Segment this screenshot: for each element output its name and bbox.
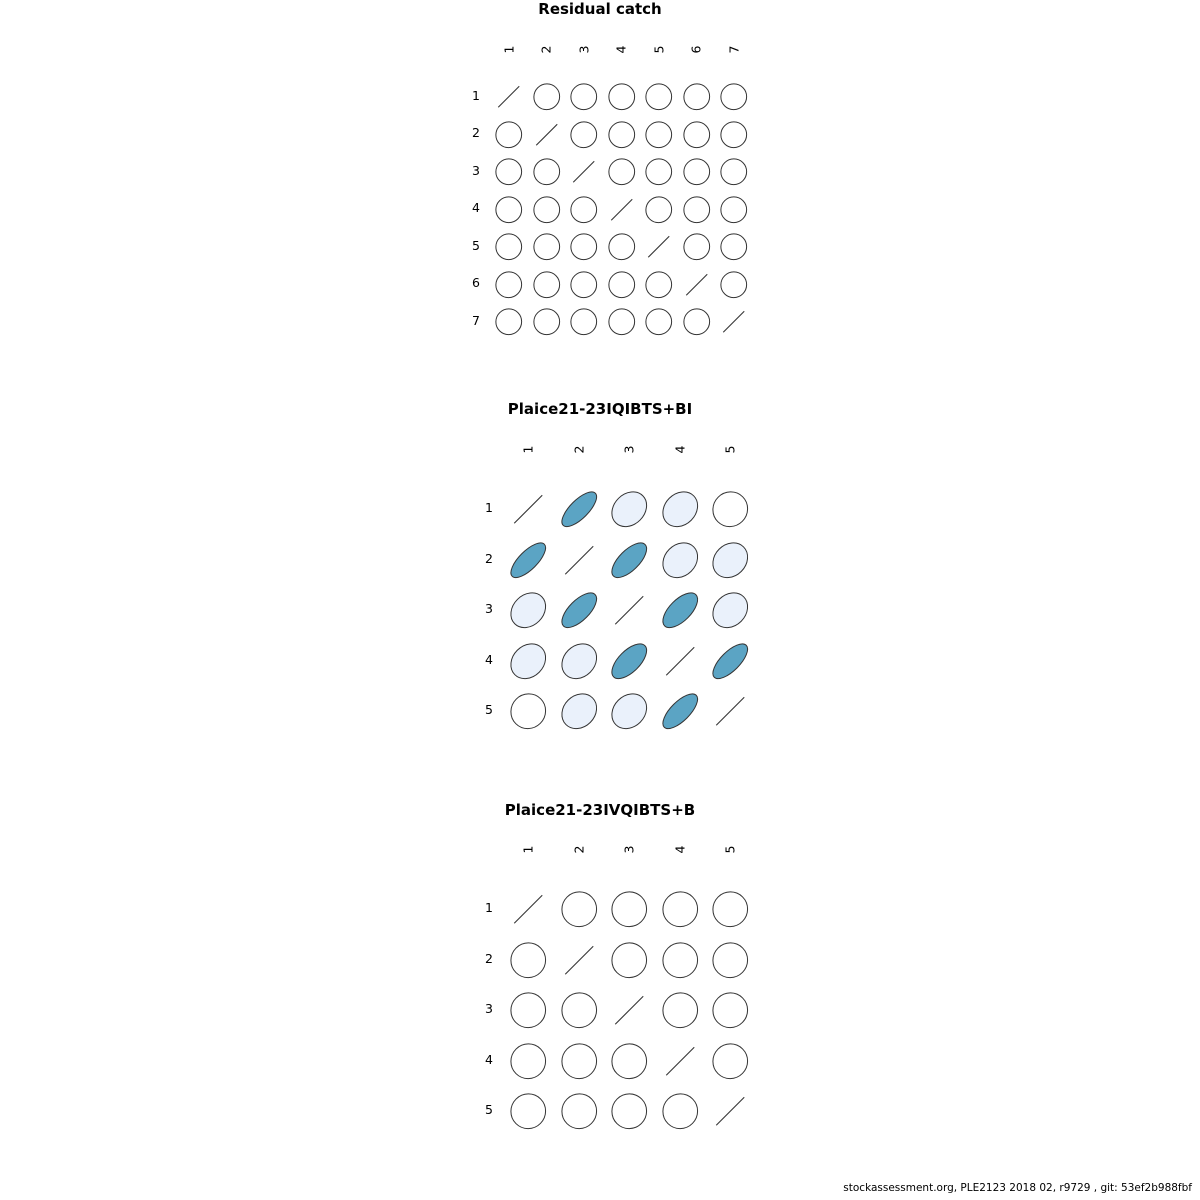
matrix-cell (678, 78, 716, 116)
matrix-cell (705, 535, 756, 586)
matrix-cell (554, 884, 605, 935)
matrix-cell (603, 228, 641, 266)
matrix-cell (490, 228, 528, 266)
matrix-cell (678, 228, 716, 266)
matrix-cell (603, 153, 641, 191)
matrix-cell-diagonal (565, 153, 603, 191)
matrix-cell (715, 153, 753, 191)
matrix-cell (554, 484, 605, 535)
matrix-cell (715, 78, 753, 116)
column-label: 3 (576, 45, 592, 54)
matrix-cell (655, 985, 706, 1036)
panel-plaice-iq (0, 400, 1200, 718)
matrix-cell (490, 303, 528, 341)
matrix-cell (640, 191, 678, 229)
matrix-cell-diagonal (640, 228, 678, 266)
matrix-cell (503, 1086, 554, 1137)
row-label: 1 (485, 500, 493, 516)
matrix-cell (604, 884, 655, 935)
matrix-cell (705, 1036, 756, 1087)
row-label: 7 (472, 312, 480, 328)
row-label: 2 (472, 125, 480, 141)
matrix-cell (603, 116, 641, 154)
column-label: 2 (538, 45, 554, 54)
matrix-cell (604, 636, 655, 687)
matrix-cell (705, 884, 756, 935)
page-title: Residual catch (538, 0, 662, 18)
matrix-cell-diagonal (705, 1086, 756, 1137)
row-label: 4 (485, 651, 493, 667)
column-label: 5 (722, 845, 738, 854)
column-label: 4 (672, 445, 688, 454)
column-label: 4 (613, 45, 629, 54)
row-label: 2 (485, 550, 493, 566)
panel-title-plaice-ivq: Plaice21-23IVQIBTS+B (504, 801, 696, 819)
matrix-cell-diagonal (655, 636, 706, 687)
matrix-cell (604, 484, 655, 535)
column-label: 1 (520, 845, 536, 854)
matrix-cell (604, 1086, 655, 1137)
row-label: 1 (485, 900, 493, 916)
matrix-cell (603, 266, 641, 304)
matrix-cell (554, 985, 605, 1036)
matrix-cell (490, 116, 528, 154)
matrix-cell (655, 935, 706, 986)
row-label: 5 (485, 1102, 493, 1118)
panel-title-plaice-iq: Plaice21-23IQIBTS+BI (507, 400, 693, 418)
matrix-cell (554, 1086, 605, 1137)
matrix-cell (503, 585, 554, 636)
row-label: 6 (472, 275, 480, 291)
matrix-cell (705, 985, 756, 1036)
matrix-cell-diagonal (490, 78, 528, 116)
column-label: 4 (672, 845, 688, 854)
matrix-cell (715, 266, 753, 304)
matrix-cell (503, 686, 554, 737)
correlation-matrix-plaice-iq (485, 445, 756, 737)
matrix-cell (603, 78, 641, 116)
matrix-cell (503, 535, 554, 586)
matrix-cell (640, 116, 678, 154)
row-label: 3 (485, 1001, 493, 1017)
matrix-cell (655, 884, 706, 935)
matrix-cell-diagonal (554, 935, 605, 986)
footer-credit: stockassessment.org, PLE2123 2018 02, r9729 , git: 53ef2b988fbf (843, 1182, 1192, 1194)
matrix-cell (490, 153, 528, 191)
matrix-cell (678, 191, 716, 229)
matrix-cell-diagonal (604, 985, 655, 1036)
matrix-cell-diagonal (503, 884, 554, 935)
matrix-cell (503, 935, 554, 986)
matrix-cell (640, 78, 678, 116)
matrix-cell (715, 228, 753, 266)
matrix-cell (565, 191, 603, 229)
matrix-cell-diagonal (604, 585, 655, 636)
row-label: 3 (485, 601, 493, 617)
matrix-cell (640, 153, 678, 191)
matrix-cell (655, 585, 706, 636)
column-label: 2 (571, 845, 587, 854)
matrix-cell (678, 116, 716, 154)
column-label: 1 (520, 445, 536, 454)
matrix-cell (528, 228, 566, 266)
matrix-cell (604, 535, 655, 586)
matrix-cell (565, 228, 603, 266)
matrix-cell (604, 686, 655, 737)
matrix-cell-diagonal (705, 686, 756, 737)
matrix-cell-diagonal (554, 535, 605, 586)
row-label: 2 (485, 950, 493, 966)
row-label: 5 (485, 702, 493, 718)
matrix-cell (715, 191, 753, 229)
matrix-cell (604, 935, 655, 986)
matrix-cell (503, 985, 554, 1036)
correlation-matrix-plaice-ivq (485, 845, 756, 1137)
row-label: 4 (485, 1051, 493, 1067)
matrix-cell (715, 116, 753, 154)
matrix-cell-diagonal (603, 191, 641, 229)
matrix-cell (565, 266, 603, 304)
matrix-cell (565, 116, 603, 154)
row-label: 5 (472, 237, 480, 253)
matrix-cell (640, 266, 678, 304)
matrix-cell (554, 636, 605, 687)
matrix-cell (554, 686, 605, 737)
matrix-cell (554, 1036, 605, 1087)
column-label: 3 (621, 845, 637, 854)
matrix-cell (528, 191, 566, 229)
matrix-cell (565, 303, 603, 341)
matrix-cell (678, 303, 716, 341)
column-label: 3 (621, 445, 637, 454)
matrix-cell (603, 303, 641, 341)
matrix-cell (503, 636, 554, 687)
matrix-cell (528, 303, 566, 341)
correlation-matrix-residual-catch (472, 45, 753, 341)
row-label: 3 (472, 162, 480, 178)
matrix-cell (655, 535, 706, 586)
matrix-cell (705, 585, 756, 636)
matrix-cell (604, 1036, 655, 1087)
column-label: 5 (651, 45, 667, 54)
matrix-cell (528, 266, 566, 304)
matrix-cell (705, 636, 756, 687)
panel-plaice-ivq (0, 801, 1200, 1118)
matrix-cell (490, 266, 528, 304)
column-label: 1 (501, 45, 517, 54)
matrix-cell-diagonal (715, 303, 753, 341)
matrix-cell-diagonal (503, 484, 554, 535)
panel-residual-catch (0, 0, 1200, 328)
matrix-cell-diagonal (655, 1036, 706, 1087)
matrix-cell (640, 303, 678, 341)
column-label: 5 (722, 445, 738, 454)
matrix-cell (705, 935, 756, 986)
matrix-cell (490, 191, 528, 229)
matrix-cell (655, 484, 706, 535)
matrix-cell (503, 1036, 554, 1087)
column-label: 6 (688, 45, 704, 54)
matrix-cell (655, 686, 706, 737)
matrix-cell (678, 153, 716, 191)
matrix-cell (554, 585, 605, 636)
matrix-cell (528, 153, 566, 191)
matrix-cell (528, 78, 566, 116)
matrix-cell-diagonal (528, 116, 566, 154)
column-label: 2 (571, 445, 587, 454)
matrix-cell (655, 1086, 706, 1137)
row-label: 1 (472, 87, 480, 103)
column-label: 7 (726, 45, 742, 54)
matrix-cell (565, 78, 603, 116)
matrix-cell-diagonal (678, 266, 716, 304)
matrix-cell (705, 484, 756, 535)
row-label: 4 (472, 200, 480, 216)
